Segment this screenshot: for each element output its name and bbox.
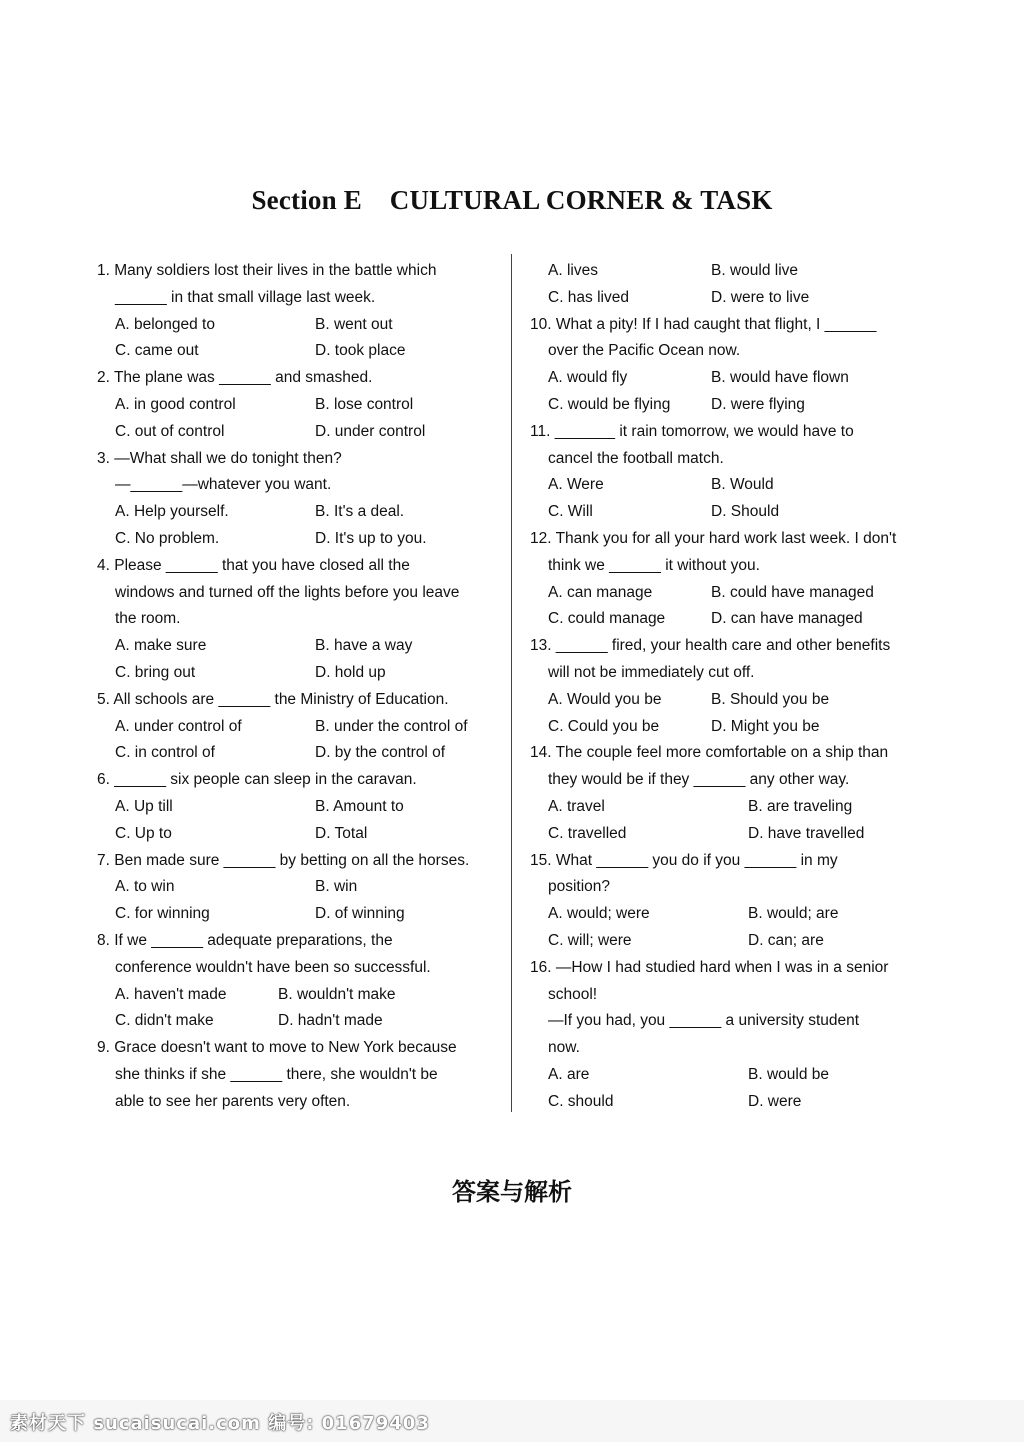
question-5-option-row	[97, 740, 502, 767]
option-A: A. under control of	[115, 717, 242, 735]
option-A: A. lives	[548, 262, 598, 279]
option-C: C. came out	[115, 342, 199, 360]
option-C: C. would be flying	[548, 395, 671, 413]
question-5-line: 5. All schools are ______ the Ministry of Education.	[97, 690, 449, 708]
question-9-option-row	[530, 285, 940, 312]
option-D: D. by the control of	[315, 744, 446, 762]
option-D: D. were to live	[711, 288, 810, 306]
question-15-line: position?	[548, 878, 611, 896]
question-12-option-row	[530, 580, 940, 607]
option-D: D. have travelled	[748, 824, 865, 842]
option-C: C. has lived	[548, 288, 629, 306]
question-4-line: 4. Please ______ that you have closed all the	[97, 556, 410, 574]
option-C: C. should	[548, 1092, 614, 1110]
option-D: D. were flying	[711, 395, 805, 413]
page-title: Section E CULTURAL CORNER & TASK	[251, 185, 773, 215]
option-C: C. travelled	[548, 824, 627, 842]
option-C: C. No problem.	[115, 529, 220, 547]
option-B: B. win	[315, 878, 358, 896]
option-D: D. can have managed	[711, 610, 863, 628]
question-9-line: able to see her parents very often.	[115, 1092, 351, 1110]
question-13-option-row	[530, 714, 940, 741]
question-4-line: the room.	[115, 610, 181, 628]
question-8-option-row	[97, 1008, 502, 1035]
option-B: B. would have flown	[711, 369, 849, 387]
question-16-option-row	[530, 1089, 940, 1116]
question-14-option-row	[530, 821, 940, 848]
question-16-option-row	[530, 1062, 940, 1089]
question-8-option-row	[97, 982, 502, 1009]
option-D: D. hold up	[315, 663, 386, 681]
question-11-line: 11. _______ it rain tomorrow, we would have to	[530, 422, 854, 440]
option-D: D. were	[748, 1092, 802, 1110]
question-11-line: cancel the football match.	[548, 449, 724, 467]
question-1-line: ______ in that small village last week.	[115, 288, 376, 306]
option-A: A. would; were	[548, 905, 650, 923]
option-B: B. Amount to	[315, 797, 404, 815]
option-C: C. Will	[548, 503, 593, 521]
question-2-option-row	[97, 392, 502, 419]
question-3-option-row	[97, 526, 502, 553]
option-B: B. It's a deal.	[315, 503, 405, 521]
question-16-line: —If you had, you ______ a university student	[548, 1012, 860, 1030]
option-B: B. have a way	[315, 637, 413, 655]
option-A: A. can manage	[548, 583, 653, 601]
left-column	[97, 258, 502, 1116]
question-6-line: 6. ______ six people can sleep in the caravan.	[97, 771, 417, 789]
question-15-option-row	[530, 928, 940, 955]
option-C: C. bring out	[115, 663, 196, 681]
option-A: A. in good control	[115, 395, 236, 413]
option-B: B. would; are	[748, 905, 839, 923]
option-C: C. in control of	[115, 744, 215, 762]
option-C: C. for winning	[115, 905, 210, 923]
right-column	[530, 258, 940, 1116]
option-D: D. Should	[711, 503, 780, 521]
option-C: C. could manage	[548, 610, 666, 628]
option-C: C. will; were	[548, 931, 632, 949]
question-1-line: 1. Many soldiers lost their lives in the battle which	[97, 262, 437, 279]
option-B: B. would live	[711, 262, 799, 279]
option-D: D. Might you be	[711, 717, 820, 735]
question-14-line: they would be if they ______ any other way.	[548, 771, 850, 789]
column-divider	[511, 254, 512, 1112]
question-4-option-row	[97, 660, 502, 687]
question-15-option-row	[530, 901, 940, 928]
question-7-option-row	[97, 901, 502, 928]
watermark-text: 素材天下 sucaisucai.com 编号: 01679403	[10, 1413, 430, 1434]
option-C: C. didn't make	[115, 1012, 214, 1030]
question-9-line: 9. Grace doesn't want to move to New York because	[97, 1039, 457, 1057]
question-8-line: 8. If we ______ adequate preparations, the	[97, 931, 393, 949]
question-7-line: 7. Ben made sure ______ by betting on all the horses.	[97, 851, 470, 869]
option-A: A. to win	[115, 878, 175, 896]
question-10-line: 10. What a pity! If I had caught that flight, I ______	[530, 315, 877, 333]
option-C: C. Up to	[115, 824, 172, 842]
option-B: B. under the control of	[315, 717, 468, 735]
option-D: D. Total	[315, 824, 368, 842]
question-15-line: 15. What ______ you do if you ______ in my	[530, 851, 838, 869]
option-D: D. under control	[315, 422, 426, 440]
question-12-line: 12. Thank you for all your hard work last week. I don't	[530, 529, 897, 547]
question-11-option-row	[530, 472, 940, 499]
question-10-line: over the Pacific Ocean now.	[548, 342, 741, 360]
question-14-option-row	[530, 794, 940, 821]
question-14-line: 14. The couple feel more comfortable on a ship than	[530, 744, 889, 762]
option-A: A. Help yourself.	[115, 503, 229, 521]
option-B: B. are traveling	[748, 797, 853, 815]
question-11-option-row	[530, 499, 940, 526]
question-10-option-row	[530, 365, 940, 392]
option-A: A. Up till	[115, 797, 173, 815]
answer-heading: 答案与解析	[452, 1178, 572, 1206]
option-A: A. would fly	[548, 369, 628, 387]
question-4-option-row	[97, 633, 502, 660]
question-6-option-row	[97, 821, 502, 848]
option-A: A. are	[548, 1065, 590, 1083]
option-D: D. can; are	[748, 931, 824, 949]
option-B: B. would be	[748, 1065, 829, 1083]
question-16-line: now.	[548, 1039, 580, 1057]
question-3-line: 3. —What shall we do tonight then?	[97, 449, 342, 467]
option-A: A. travel	[548, 797, 605, 815]
option-B: B. Would	[711, 476, 774, 494]
question-12-line: think we ______ it without you.	[548, 556, 760, 574]
question-5-option-row	[97, 714, 502, 741]
option-A: A. make sure	[115, 637, 207, 655]
question-3-option-row	[97, 499, 502, 526]
question-9-option-row	[530, 258, 940, 285]
option-B: B. went out	[315, 315, 393, 333]
question-16-line: school!	[548, 985, 598, 1003]
question-10-option-row	[530, 392, 940, 419]
option-D: D. took place	[315, 342, 406, 360]
question-4-line: windows and turned off the lights before you leave	[115, 583, 460, 601]
option-A: A. haven't made	[115, 985, 227, 1003]
option-A: A. belonged to	[115, 315, 215, 333]
option-C: C. Could you be	[548, 717, 660, 735]
question-9-line: she thinks if she ______ there, she wouldn't be	[115, 1065, 438, 1083]
option-D: D. hadn't made	[278, 1012, 383, 1030]
option-B: B. could have managed	[711, 583, 874, 601]
question-6-option-row	[97, 794, 502, 821]
question-7-option-row	[97, 874, 502, 901]
question-13-line: 13. ______ fired, your health care and other benefits	[530, 637, 891, 655]
watermark-bar	[0, 1400, 1024, 1442]
question-16-line: 16. —How I had studied hard when I was in a senior	[530, 958, 889, 976]
option-A: A. Would you be	[548, 690, 662, 708]
question-12-option-row	[530, 606, 940, 633]
question-13-option-row	[530, 687, 940, 714]
option-D: D. of winning	[315, 905, 405, 923]
option-D: D. It's up to you.	[315, 529, 427, 547]
question-13-line: will not be immediately cut off.	[548, 663, 755, 681]
question-3-line: —______—whatever you want.	[115, 476, 332, 494]
question-8-line: conference wouldn't have been so successful.	[115, 958, 431, 976]
question-2-option-row	[97, 419, 502, 446]
question-2-line: 2. The plane was ______ and smashed.	[97, 369, 373, 387]
option-C: C. out of control	[115, 422, 225, 440]
question-1-option-row	[97, 312, 502, 339]
option-B: B. wouldn't make	[278, 985, 396, 1003]
option-A: A. Were	[548, 476, 604, 494]
option-B: B. lose control	[315, 395, 414, 413]
question-1-option-row	[97, 338, 502, 365]
option-B: B. Should you be	[711, 690, 830, 708]
